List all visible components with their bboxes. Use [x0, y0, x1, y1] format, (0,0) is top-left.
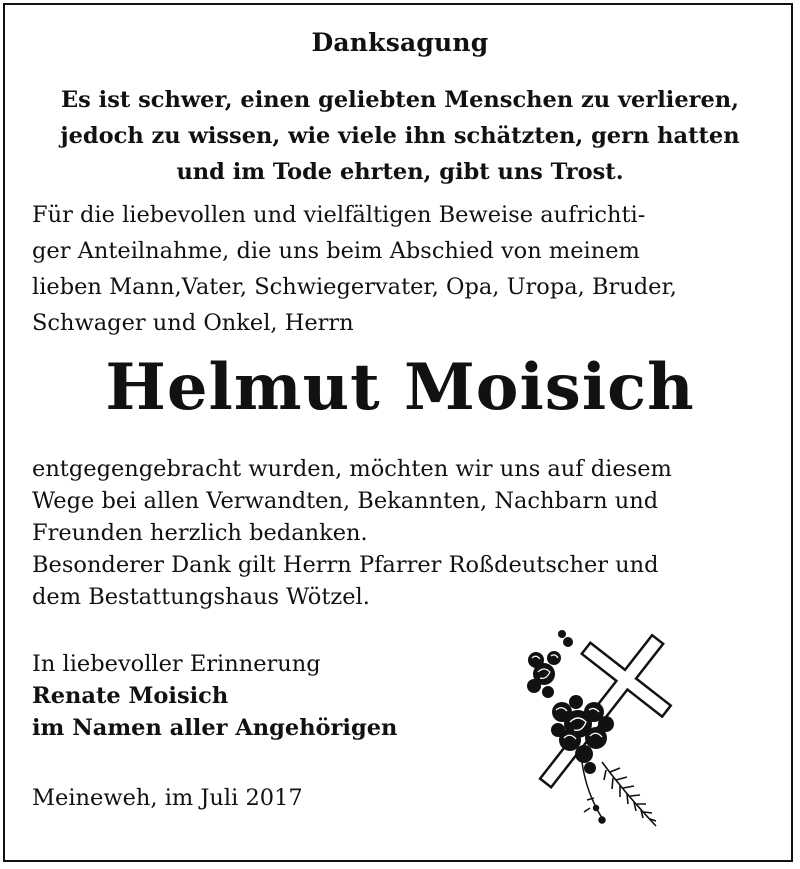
- motto-line: Es ist schwer, einen geliebten Menschen zu verlieren,: [61, 87, 739, 113]
- place-date: Meineweh, im Juli 2017: [32, 785, 303, 811]
- thanks-line: Wege bei allen Verwandten, Bekannten, Nachbarn und: [32, 488, 659, 514]
- thanks-line: entgegengebracht wurden, möchten wir uns auf diesem: [32, 456, 672, 482]
- thanks-paragraph: [32, 453, 772, 613]
- remembrance-line: In liebevoller Erinnerung: [32, 651, 321, 677]
- cross-with-roses-icon: [506, 612, 676, 838]
- intro-paragraph: [32, 197, 772, 341]
- intro-line: Für die liebevollen und vielfältigen Beweise aufrichti-: [32, 202, 646, 228]
- thanks-line: Besonderer Dank gilt Herrn Pfarrer Roßdeutscher und: [32, 552, 659, 578]
- thanks-line: dem Bestattungshaus Wötzel.: [32, 584, 370, 610]
- intro-line: Schwager und Onkel, Herrn: [32, 310, 354, 336]
- signer-name: Renate Moisich: [32, 683, 229, 709]
- deceased-name: Helmut Moisich: [105, 350, 695, 425]
- intro-line: lieben Mann,Vater, Schwiegervater, Opa, Uropa, Bruder,: [32, 274, 677, 300]
- on-behalf-line: im Namen aller Angehörigen: [32, 715, 398, 741]
- intro-line: ger Anteilnahme, die uns beim Abschied von meinem: [32, 238, 640, 264]
- signature-block: [32, 648, 472, 744]
- motto-line: jedoch zu wissen, wie viele ihn schätzten, gern hatten: [60, 123, 740, 149]
- thanks-line: Freunden herzlich bedanken.: [32, 520, 368, 546]
- notice-title: Danksagung: [311, 28, 489, 57]
- motto: [40, 82, 760, 190]
- motto-line: und im Tode ehrten, gibt uns Trost.: [176, 159, 624, 185]
